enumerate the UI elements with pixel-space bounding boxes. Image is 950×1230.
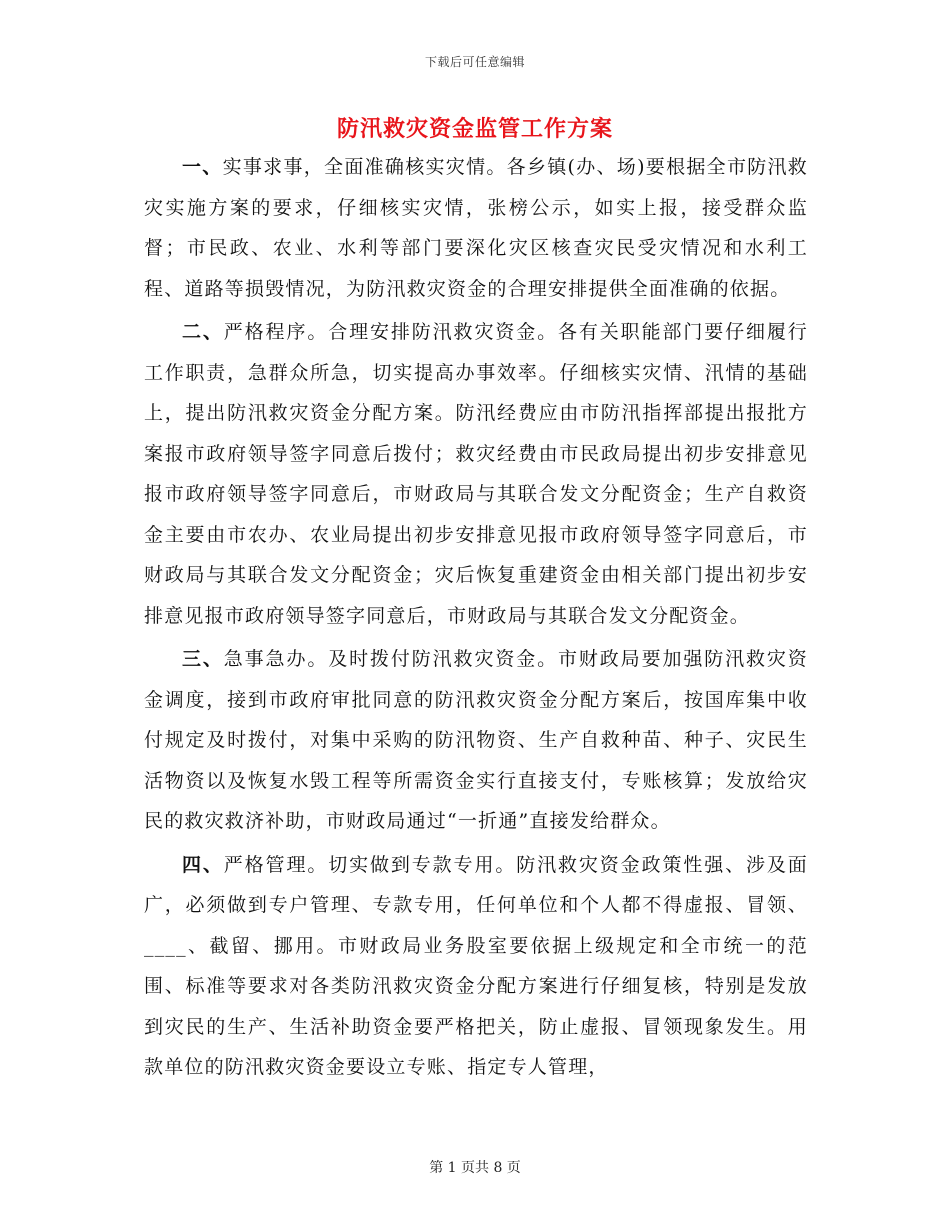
paragraph-lead: 四、 bbox=[182, 853, 224, 876]
document-body bbox=[144, 147, 808, 1088]
paragraph-text: 实事求事，全面准确核实灾情。各乡镇(办、场)要根据全市防汛救灾实施方案的要求，仔细核实灾情，张榜公示，如实上报，接受群众监督；市民政、农业、水利等部门要深化灾区核查灾民受灾情况和水利工程、道路等损毁情况，为防汛救灾资金的合理安排提供全面准确的依据。 bbox=[144, 156, 809, 300]
paragraph-lead: 二、 bbox=[182, 321, 224, 343]
paragraph-text: 急事急办。及时拨付防汛救灾资金。市财政局要加强防汛救灾资金调度，接到市政府审批同意的防汛救灾资金分配方案后，按国库集中收付规定及时拨付，对集中采购的防汛物资、生产自救种苗、种子、灾民生活物资以及恢复水毁工程等所需资金实行直接支付，专账核算；发放给灾民的救灾救济补助，市财政局通过“一折通”直接发给群众。 bbox=[144, 648, 808, 832]
paragraph-lead: 一、 bbox=[182, 156, 223, 178]
page-number: 第 1 页共 8 页 bbox=[429, 1160, 521, 1176]
paragraph-4 bbox=[144, 845, 808, 1088]
document-title: 防汛救灾资金监管工作方案 bbox=[336, 116, 613, 142]
paragraph-text: 严格程序。合理安排防汛救灾资金。各有关职能部门要仔细履行工作职责，急群众所急，切实提高办事效率。仔细核实灾情、汛情的基础上，提出防汛救灾资金分配方案。防汛经费应由市防汛指挥部提出报批方案报市政府领导签字同意后拨付；救灾经费由市民政局提出初步安排意见报市政府领导签字同意后，市财政局与其联合发文分配资金；生产自救资金主要由市农办、农业局提出初步安排意见报市政府领导签字同意后，市财政局与其联合发文分配资金；灾后恢复重建资金由相关部门提出初步安排意见报市政府领导签字同意后，市财政局与其联合发文分配资金。 bbox=[144, 321, 808, 627]
header-note: 下载后可任意编辑 bbox=[424, 55, 525, 69]
paragraph-lead: 三、 bbox=[182, 648, 224, 670]
paragraph-1 bbox=[144, 147, 808, 309]
paragraph-2 bbox=[144, 312, 808, 636]
paragraph-3 bbox=[144, 639, 808, 842]
paragraph-text: 严格管理。切实做到专款专用。防汛救灾资金政策性强、涉及面广，必须做到专户管理、专款专用，任何单位和个人都不得虚报、冒领、____、截留、挪用。市财政局业务股室要依据上级规定和全市统一的范围、标准等要求对各类防汛救灾资金分配方案进行仔细复核，特别是发放到灾民的生产、生活补助资金要严格把关，防止虚报、冒领现象发生。用款单位的防汛救灾资金要设立专账、指定专人管理， bbox=[144, 853, 808, 1078]
